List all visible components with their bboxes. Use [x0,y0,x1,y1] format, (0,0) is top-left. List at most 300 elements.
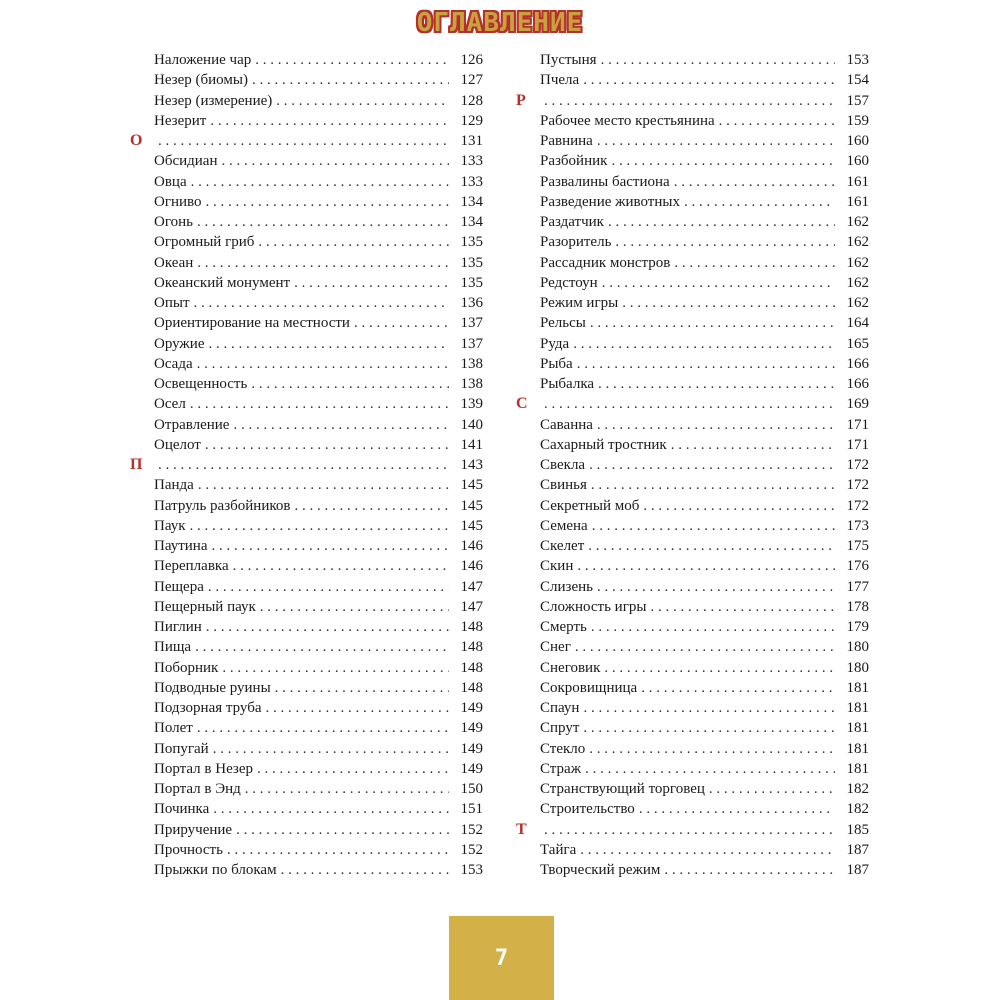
toc-entry[interactable] [130,779,483,799]
toc-entry[interactable] [130,70,483,90]
dot-leader [671,435,835,455]
dot-leader [233,415,449,435]
toc-entry-line [540,111,869,131]
toc-entry-page: 153 [460,862,483,878]
toc-entry-line [154,739,483,759]
toc-entry-line [540,516,869,536]
dot-leader [190,516,449,536]
toc-entry[interactable] [516,496,869,516]
toc-entry-page: 169 [846,396,869,413]
toc-entry-title: Сахарный тростник [540,436,667,453]
toc-entry[interactable] [130,577,483,597]
toc-entry-title: Спрут [540,720,580,737]
toc-entry-line [154,354,483,374]
toc-entry-page: 134 [460,214,483,230]
toc-entry-line [154,678,483,698]
toc-entry-page: 165 [846,335,869,352]
toc-entry-line [540,212,869,232]
toc-entry-page: 147 [460,598,483,615]
toc-entry-title: Спаун [540,700,580,716]
toc-entry[interactable] [516,617,869,637]
toc-entry[interactable] [516,779,869,799]
toc-entry[interactable] [516,536,869,556]
toc-entry[interactable] [130,860,483,880]
dot-leader [208,577,449,597]
toc-entry-line [540,232,869,252]
toc-entry-title: Переплавка [154,558,229,575]
toc-entry[interactable] [130,698,483,718]
toc-entry-line [540,739,869,759]
toc-entry-line [540,779,869,799]
toc-entry[interactable] [130,435,483,455]
toc-entry-title: Свекла [540,457,586,473]
toc-entry-page: 148 [460,639,483,656]
dot-leader [191,172,449,192]
toc-entry[interactable] [130,50,483,70]
toc-entry-title: Секретный моб [540,497,640,514]
toc-entry-line [154,334,483,354]
dot-leader [260,597,449,617]
toc-entry-page: 180 [846,659,869,676]
toc-entry-line [154,820,483,840]
toc-entry[interactable] [130,334,483,354]
toc-entry-page: 138 [460,376,483,392]
toc-entry[interactable] [130,151,483,171]
toc-entry-title: Паук [154,517,186,534]
toc-entry-title: Незер (биомы) [154,72,248,89]
section-letter: П [130,456,143,473]
toc-entry-title: Океан [154,254,194,271]
toc-entry[interactable] [516,759,869,779]
dot-leader [577,556,835,576]
toc-entry[interactable] [516,212,869,232]
toc-entry[interactable] [516,151,869,171]
toc-entry-line [540,678,869,698]
toc-entry[interactable] [516,455,869,475]
toc-section-row[interactable] [130,455,483,475]
toc-entry[interactable] [516,556,869,576]
toc-entry-page: 141 [460,436,483,453]
toc-entry-line [154,70,483,90]
toc-entry-line [540,759,869,779]
toc-entry-line [154,273,483,293]
toc-entry[interactable] [516,111,869,131]
dot-leader [602,273,835,293]
toc-entry-title: Скелет [540,538,585,554]
toc-entry-line [540,577,869,597]
toc-entry-line [540,151,869,171]
toc-entry-line [540,698,869,718]
toc-entry[interactable] [516,597,869,617]
dot-leader [222,151,450,171]
dot-leader [592,516,835,536]
toc-entry[interactable] [130,739,483,759]
toc-entry-page: 159 [846,112,869,129]
toc-entry-line [154,718,483,738]
toc-entry-title: Странствующий торговец [540,781,705,797]
toc-entry-page: 162 [846,254,869,271]
toc-entry-line [540,91,869,111]
dot-leader [588,536,835,556]
toc-entry[interactable] [516,253,869,273]
toc-entry-line [154,860,483,880]
toc-entry[interactable] [130,516,483,536]
toc-entry[interactable] [130,475,483,495]
toc-entry-title: Пещера [154,578,204,595]
toc-entry-page: 166 [846,355,869,372]
dot-leader [719,111,835,131]
toc-entry-page: 137 [460,315,483,332]
toc-entry-title: Полет [154,720,193,737]
toc-entry-line [154,212,483,232]
toc-entry[interactable] [130,415,483,435]
toc-entry-line [154,415,483,435]
toc-entry-line [154,475,483,495]
toc-entry-line [154,637,483,657]
toc-entry[interactable] [130,394,483,414]
toc-entry-line [154,658,483,678]
toc-entry[interactable] [516,374,869,394]
toc-entry-page: 181 [846,679,869,696]
toc-entry[interactable] [130,637,483,657]
toc-entry[interactable] [516,313,869,333]
toc-entry-line [540,131,869,151]
dot-leader [611,151,835,171]
toc-entry[interactable] [130,232,483,252]
toc-section-row[interactable] [516,91,869,111]
toc-entry-title: Разведение животных [540,193,680,210]
dot-leader [608,212,835,232]
toc-entry-title: Огниво [154,193,202,210]
toc-entry-line [540,799,869,819]
toc-entry[interactable] [130,273,483,293]
toc-entry-page: 150 [460,781,483,797]
toc-entry-page: 181 [846,720,869,737]
toc-entry[interactable] [130,354,483,374]
toc-entry[interactable] [130,718,483,738]
toc-entry-page: 162 [846,274,869,291]
toc-entry-line [540,415,869,435]
toc-entry-page: 136 [460,295,483,311]
toc-entry-page: 146 [460,558,483,575]
toc-entry-title: Подводные руины [154,679,271,696]
toc-entry[interactable] [516,354,869,374]
dot-leader [580,840,835,860]
toc-entry-line [154,779,483,799]
dot-leader [158,455,449,475]
dot-leader [212,536,450,556]
toc-entry-page: 149 [460,760,483,777]
toc-entry[interactable] [516,860,869,880]
toc-entry-page: 135 [460,254,483,271]
toc-entry-line [154,374,483,394]
dot-leader [674,172,835,192]
toc-entry-page: 146 [460,538,483,554]
toc-column-right [516,50,869,880]
toc-entry[interactable] [130,293,483,313]
toc-entry-title: Равнина [540,133,593,149]
toc-entry-line [154,131,483,151]
dot-leader [597,131,835,151]
dot-leader [589,739,835,759]
toc-entry-page: 152 [460,841,483,858]
toc-entry[interactable] [130,91,483,111]
toc-entry-page: 182 [846,801,869,818]
toc-entry[interactable] [130,556,483,576]
toc-entry[interactable] [130,799,483,819]
toc-entry-title: Смерть [540,619,587,635]
dot-leader [641,678,835,698]
toc-entry[interactable] [130,597,483,617]
toc-entry[interactable] [516,192,869,212]
toc-entry-title: Пчела [540,72,580,89]
toc-entry-title: Страж [540,760,582,777]
toc-entry-page: 162 [846,295,869,311]
toc-entry-title: Освещенность [154,376,248,392]
dot-leader [294,273,449,293]
toc-entry-line [154,536,483,556]
toc-entry[interactable] [516,475,869,495]
toc-entry[interactable] [516,232,869,252]
toc-entry-title: Рельсы [540,315,586,332]
toc-entry[interactable] [130,313,483,333]
toc-entry[interactable] [130,678,483,698]
toc-entry[interactable] [130,536,483,556]
dot-leader [615,232,835,252]
toc-entry[interactable] [130,617,483,637]
dot-leader [213,799,449,819]
toc-column-left [130,50,483,880]
toc-entry[interactable] [130,820,483,840]
toc-entry-title: Пища [154,639,192,656]
section-letter: О [130,132,143,149]
toc-entry-page: 138 [460,355,483,372]
toc-entry-page: 137 [460,335,483,352]
dot-leader [227,840,449,860]
dot-leader [589,455,835,475]
toc-entry[interactable] [516,131,869,151]
toc-entry-title: Осел [154,396,186,413]
toc-entry[interactable] [130,111,483,131]
toc-entry[interactable] [130,840,483,860]
dot-leader [197,212,449,232]
dot-leader [583,698,835,718]
toc-entry[interactable] [130,496,483,516]
toc-entry-title: Патруль разбойников [154,497,291,514]
dot-leader [684,192,835,212]
toc-entry-page: 161 [846,193,869,210]
toc-entry-line [154,50,483,70]
dot-leader [709,779,835,799]
toc-section-row[interactable] [516,394,869,414]
toc-entry-title: Прыжки по блокам [154,862,277,878]
toc-entry-title: Починка [154,801,210,818]
toc-entry-page: 149 [460,740,483,757]
toc-entry-line [540,496,869,516]
toc-entry-page: 133 [460,173,483,190]
toc-entry[interactable] [516,739,869,759]
toc-entry[interactable] [130,172,483,192]
toc-entry[interactable] [130,658,483,678]
dot-leader [590,313,835,333]
toc-entry[interactable] [516,172,869,192]
dot-leader [544,394,835,414]
toc-entry-title: Паутина [154,538,208,554]
toc-entry[interactable] [130,192,483,212]
toc-entry[interactable] [516,516,869,536]
toc-entry-page: 162 [846,214,869,230]
dot-leader [158,131,449,151]
toc-entry-page: 187 [846,841,869,858]
toc-entry-line [540,860,869,880]
toc-entry-line [540,334,869,354]
toc-entry-title: Семена [540,517,588,534]
dot-leader [544,91,835,111]
toc-entry[interactable] [516,637,869,657]
toc-entry[interactable] [516,698,869,718]
toc-entry-page: 148 [460,619,483,635]
toc-entry[interactable] [516,718,869,738]
toc-entry-title: Снег [540,639,571,656]
toc-entry-page: 161 [846,173,869,190]
toc-entry-title: Оцелот [154,436,201,453]
dot-leader [255,50,449,70]
toc-entry[interactable] [130,253,483,273]
page-title: ОГЛАВЛЕНИЕ [416,8,584,38]
toc-entry-line [154,617,483,637]
toc-entry-title: Овца [154,173,187,190]
dot-leader [245,779,449,799]
toc-entry-line [154,232,483,252]
toc-entry-line [154,840,483,860]
toc-entry-title: Портал в Незер [154,760,253,777]
toc-entry-title: Сокровищница [540,679,638,696]
toc-entry-page: 148 [460,679,483,696]
toc-entry-page: 172 [846,457,869,473]
toc-entry-page: 157 [846,92,869,109]
toc-entry-title: Подзорная труба [154,700,262,716]
toc-entry-page: 145 [460,497,483,514]
dot-leader [206,192,449,212]
toc-entry-line [540,172,869,192]
toc-entry[interactable] [130,759,483,779]
toc-entry-line [154,151,483,171]
toc-entry-line [154,799,483,819]
toc-entry-title: Режим игры [540,295,619,311]
dot-leader [210,111,449,131]
toc-entry-title: Панда [154,477,194,494]
dot-leader [276,91,449,111]
dot-leader [257,759,449,779]
toc-entry-title: Сложность игры [540,598,647,615]
toc-entry[interactable] [130,374,483,394]
toc-entry-title: Разоритель [540,234,612,251]
toc-entry-line [154,394,483,414]
page-number: 7 [494,945,509,971]
toc-entry-page: 178 [846,598,869,615]
toc-entry-page: 135 [460,234,483,251]
toc-entry-line [540,374,869,394]
toc-entry-line [154,435,483,455]
toc-entry-title: Ориентирование на местности [154,315,350,332]
dot-leader [604,658,835,678]
toc-entry-title: Пиглин [154,619,202,635]
toc-entry-page: 176 [846,558,869,575]
toc-entry-line [540,455,869,475]
dot-leader [195,637,449,657]
toc-entry[interactable] [516,658,869,678]
toc-entry[interactable] [516,273,869,293]
dot-leader [294,496,449,516]
toc-entry-title: Саванна [540,416,593,433]
toc-entry-line [540,354,869,374]
toc-entry-line [154,455,483,475]
toc-entry-page: 131 [460,133,483,149]
toc-entry[interactable] [130,212,483,232]
toc-entry-line [154,293,483,313]
dot-leader [674,253,835,273]
dot-leader [258,232,449,252]
dot-leader [583,70,835,90]
toc-entry-line [540,617,869,637]
toc-entry-title: Разбойник [540,153,608,170]
toc-section-row[interactable] [516,820,869,840]
toc-entry-page: 181 [846,760,869,777]
toc-entry-page: 151 [460,801,483,818]
toc-entry-page: 185 [846,821,869,838]
toc-entry[interactable] [516,799,869,819]
dot-leader [573,334,835,354]
toc-entry-page: 160 [846,153,869,170]
toc-entry[interactable] [516,293,869,313]
toc-entry[interactable] [516,840,869,860]
toc-entry-page: 180 [846,639,869,656]
toc-entry[interactable] [516,334,869,354]
toc-entry-line [154,313,483,333]
toc-entry-page: 148 [460,659,483,676]
dot-leader [213,739,449,759]
dot-leader [275,678,449,698]
toc-entry-line [540,313,869,333]
dot-leader [597,415,835,435]
toc-entry-title: Осада [154,355,193,372]
toc-entry[interactable] [516,577,869,597]
toc-entry-title: Портал в Энд [154,781,241,797]
toc-entry-title: Обсидиан [154,153,218,170]
dot-leader [205,435,449,455]
toc-entry-line [540,658,869,678]
toc-entry-title: Наложение чар [154,52,252,68]
toc-entry-page: 145 [460,477,483,494]
dot-leader [222,658,449,678]
toc-entry-title: Пустыня [540,52,597,68]
toc-entry-page: 171 [846,436,869,453]
toc-entry[interactable] [516,415,869,435]
toc-entry[interactable] [516,50,869,70]
toc-entry-page: 187 [846,862,869,878]
toc-section-row[interactable] [130,131,483,151]
toc-entry-page: 140 [460,416,483,433]
toc-entry-title: Незер (измерение) [154,92,273,109]
toc-entry[interactable] [516,435,869,455]
toc-entry[interactable] [516,678,869,698]
dot-leader [209,334,450,354]
toc-entry-title: Океанский монумент [154,274,291,291]
dot-leader [583,718,835,738]
toc-entry-line [540,192,869,212]
toc-entry-line [540,536,869,556]
toc-entry[interactable] [516,70,869,90]
